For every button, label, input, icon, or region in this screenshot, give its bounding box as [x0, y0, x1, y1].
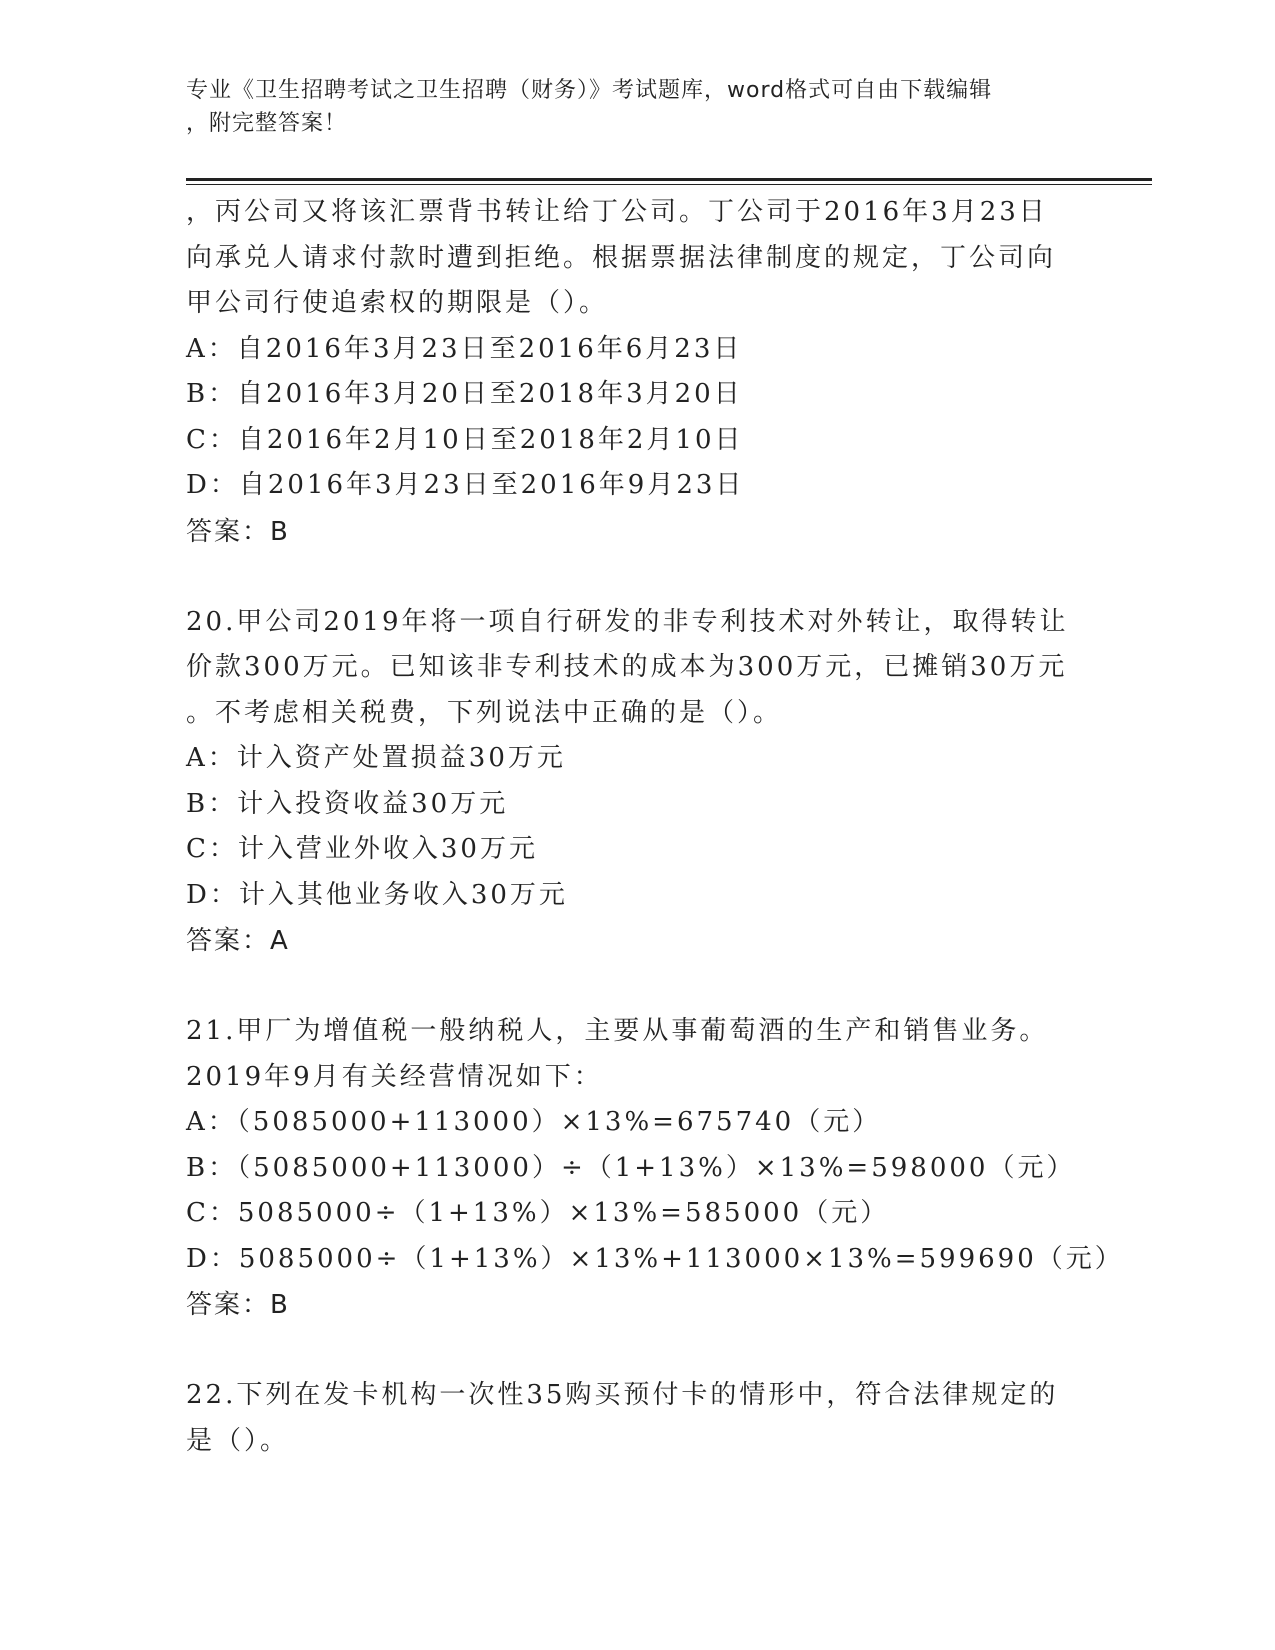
option-b: B：计入投资收益30万元 — [186, 788, 509, 819]
option-c: C：自2016年2月10日至2018年2月10日 — [186, 424, 744, 455]
question-stem-line: 。不考虑相关税费，下列说法中正确的是（）。 — [186, 697, 783, 728]
option-a: A：（5085000+113000）×13%=675740（元） — [186, 1107, 882, 1137]
header-line-2: ，附完整答案！ — [186, 111, 348, 136]
answer-line: 答案：A — [186, 926, 290, 956]
header-line-1: 专业《卫生招聘考试之卫生招聘（财务）》考试题库，word格式可自由下载编辑 — [186, 78, 993, 103]
question-spacer — [186, 964, 1086, 1009]
option-d: D：自2016年3月23日至2016年9月23日 — [186, 470, 745, 500]
question-spacer — [186, 555, 1086, 600]
option-a: A：自2016年3月23日至2016年6月23日 — [186, 333, 743, 364]
document-body — [186, 190, 1124, 1464]
question-spacer — [186, 1328, 1086, 1373]
question-stem-line: 是（）。 — [186, 1425, 290, 1456]
option-c: C：5085000÷（1+13%）×13%=585000（元） — [186, 1198, 890, 1228]
answer-line: 答案：B — [186, 516, 290, 547]
document-header — [186, 74, 1086, 140]
option-b: B：（5085000+113000）÷（1+13%）×13%=598000（元） — [186, 1152, 1076, 1183]
question-21 — [186, 1009, 1124, 1328]
option-c: C：计入营业外收入30万元 — [186, 834, 538, 864]
option-d: D：5085000÷（1+13%）×13%+113000×13%=599690（元） — [186, 1243, 1124, 1274]
question-stem-line: 2019年9月有关经营情况如下： — [186, 1061, 603, 1092]
question-20 — [186, 600, 1086, 965]
question-stem-line: 甲公司行使追索权的期限是（）。 — [186, 288, 609, 318]
question-stem-line: 20.甲公司2019年将一项自行研发的非专利技术对外转让，取得转让 — [186, 606, 1069, 637]
option-d: D：计入其他业务收入30万元 — [186, 879, 568, 910]
answer-line: 答案：B — [186, 1290, 290, 1320]
question-stem-line: 21.甲厂为增值税一般纳税人，主要从事葡萄酒的生产和销售业务。 — [186, 1016, 1049, 1046]
header-divider-thick — [186, 178, 1152, 181]
question-19 — [186, 190, 1086, 555]
question-stem-line: ，丙公司又将该汇票背书转让给丁公司。丁公司于2016年3月23日 — [186, 197, 1048, 227]
option-b: B：自2016年3月20日至2018年3月20日 — [186, 379, 743, 409]
question-22 — [186, 1373, 1086, 1464]
question-stem-line: 价款300万元。已知该非专利技术的成本为300万元，已摊销30万元 — [186, 652, 1068, 682]
option-a: A：计入资产处置损益30万元 — [186, 743, 566, 773]
question-stem-line: 22.下列在发卡机构一次性35购买预付卡的情形中，符合法律规定的 — [186, 1380, 1059, 1410]
question-stem-line: 向承兑人请求付款时遭到拒绝。根据票据法律制度的规定，丁公司向 — [186, 242, 1057, 273]
header-divider-thin — [186, 184, 1152, 185]
